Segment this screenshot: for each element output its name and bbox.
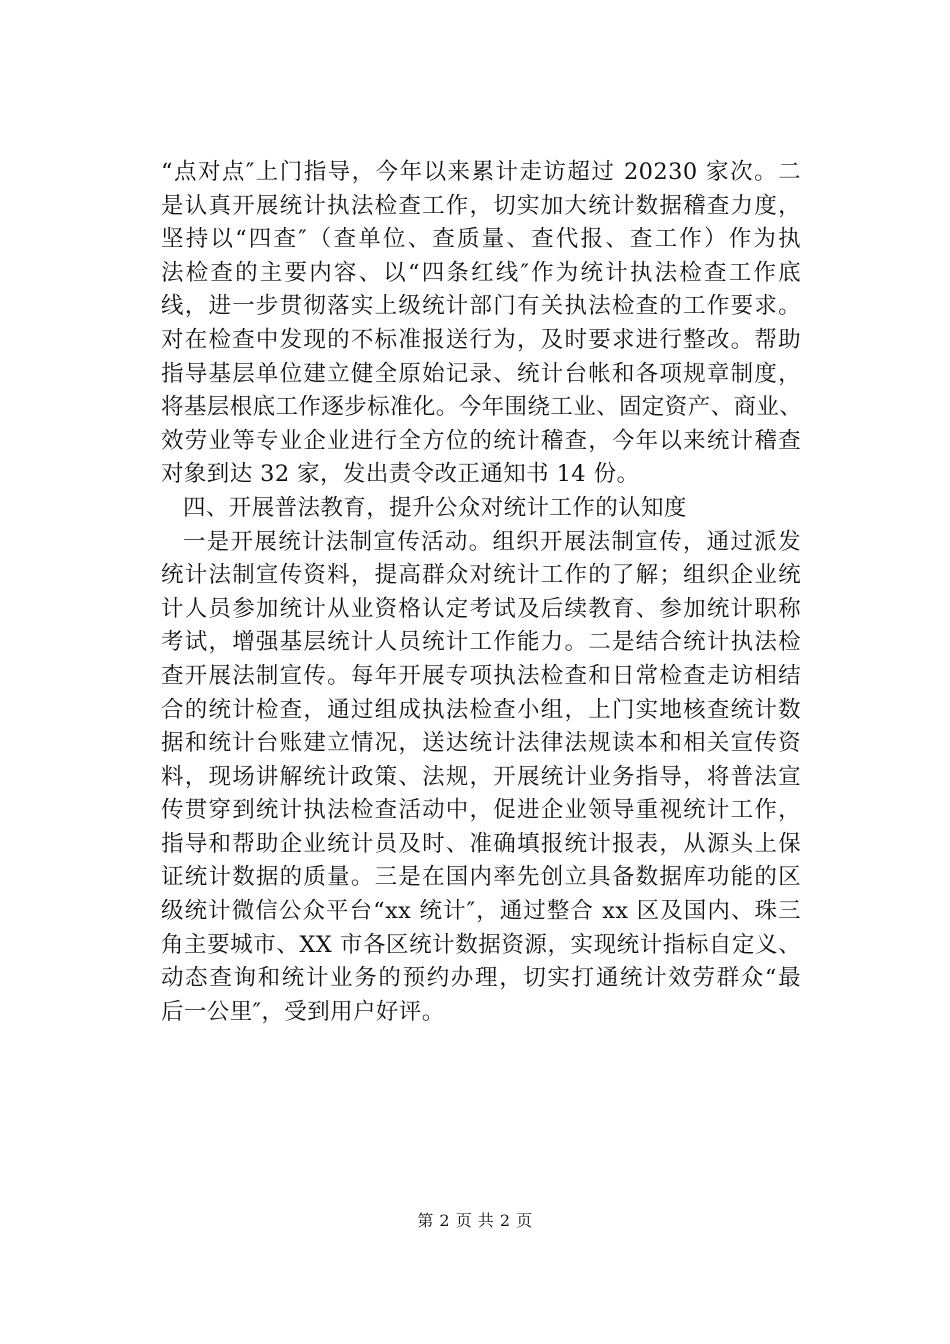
text-line: 对象到达 32 家，发出责令改正通知书 14 份。 xyxy=(161,461,640,488)
text-line: 合的统计检查，通过组成执法检查小组，上门实地核查统计数 xyxy=(161,696,801,723)
text-line: 据和统计台账建立情况，送达统计法律法规读本和相关宣传资 xyxy=(161,730,801,757)
page-number-footer: 第 2 页 共 2 页 xyxy=(417,1211,533,1230)
text-line: 查开展法制宣传。每年开展专项执法检查和日常检查走访相结 xyxy=(161,662,801,689)
text-line: 考试，增强基层统计人员统计工作能力。二是结合统计执法检 xyxy=(161,629,801,656)
text-line: 传贯穿到统计执法检查活动中，促进企业领导重视统计工作， xyxy=(161,797,801,824)
text-line: 动态查询和统计业务的预约办理，切实打通统计效劳群众“最 xyxy=(161,965,801,992)
text-line: 线，进一步贯彻落实上级统计部门有关执法检查的工作要求。 xyxy=(161,293,801,320)
document-body xyxy=(161,156,801,1029)
text-line: “点对点″上门指导，今年以来累计走访超过 20230 家次。二 xyxy=(161,159,801,185)
text-line: 对在检查中发现的不标准报送行为，及时要求进行整改。帮助 xyxy=(161,326,801,353)
text-line: 统计法制宣传资料，提高群众对统计工作的了解；组织企业统 xyxy=(161,562,801,589)
text-line: 级统计微信公众平台“xx 统计″，通过整合 xx 区及国内、珠三 xyxy=(161,898,801,925)
text-line: 效劳业等专业企业进行全方位的统计稽查，今年以来统计稽查 xyxy=(161,427,801,454)
text-line: 是认真开展统计执法检查工作，切实加大统计数据稽查力度， xyxy=(161,192,801,219)
text-line: 指导基层单位建立健全原始记录、统计台帐和各项规章制度， xyxy=(161,360,801,387)
text-line: 料，现场讲解统计政策、法规，开展统计业务指导，将普法宣 xyxy=(161,763,801,790)
text-line: 后一公里″，受到用户好评。 xyxy=(161,998,445,1025)
text-line: 法检查的主要内容、以“四条红线″作为统计执法检查工作底 xyxy=(161,259,801,286)
text-line: 计人员参加统计从业资格认定考试及后续教育、参加统计职称 xyxy=(161,595,801,622)
text-line: 坚持以“四查″（查单位、查质量、查代报、查工作）作为执 xyxy=(161,226,801,253)
text-line: 一是开展统计法制宣传活动。组织开展法制宣传，通过派发 xyxy=(183,528,801,555)
text-line: 指导和帮助企业统计员及时、准确填报统计报表，从源头上保 xyxy=(161,830,801,857)
text-line: 证统计数据的质量。三是在国内率先创立具备数据库功能的区 xyxy=(161,864,801,891)
section-heading: 四、开展普法教育，提升公众对统计工作的认知度 xyxy=(183,494,687,521)
text-line: 角主要城市、XX 市各区统计数据资源，实现统计指标自定义、 xyxy=(161,931,801,958)
text-line: 将基层根底工作逐步标准化。今年围绕工业、固定资产、商业、 xyxy=(161,394,803,421)
